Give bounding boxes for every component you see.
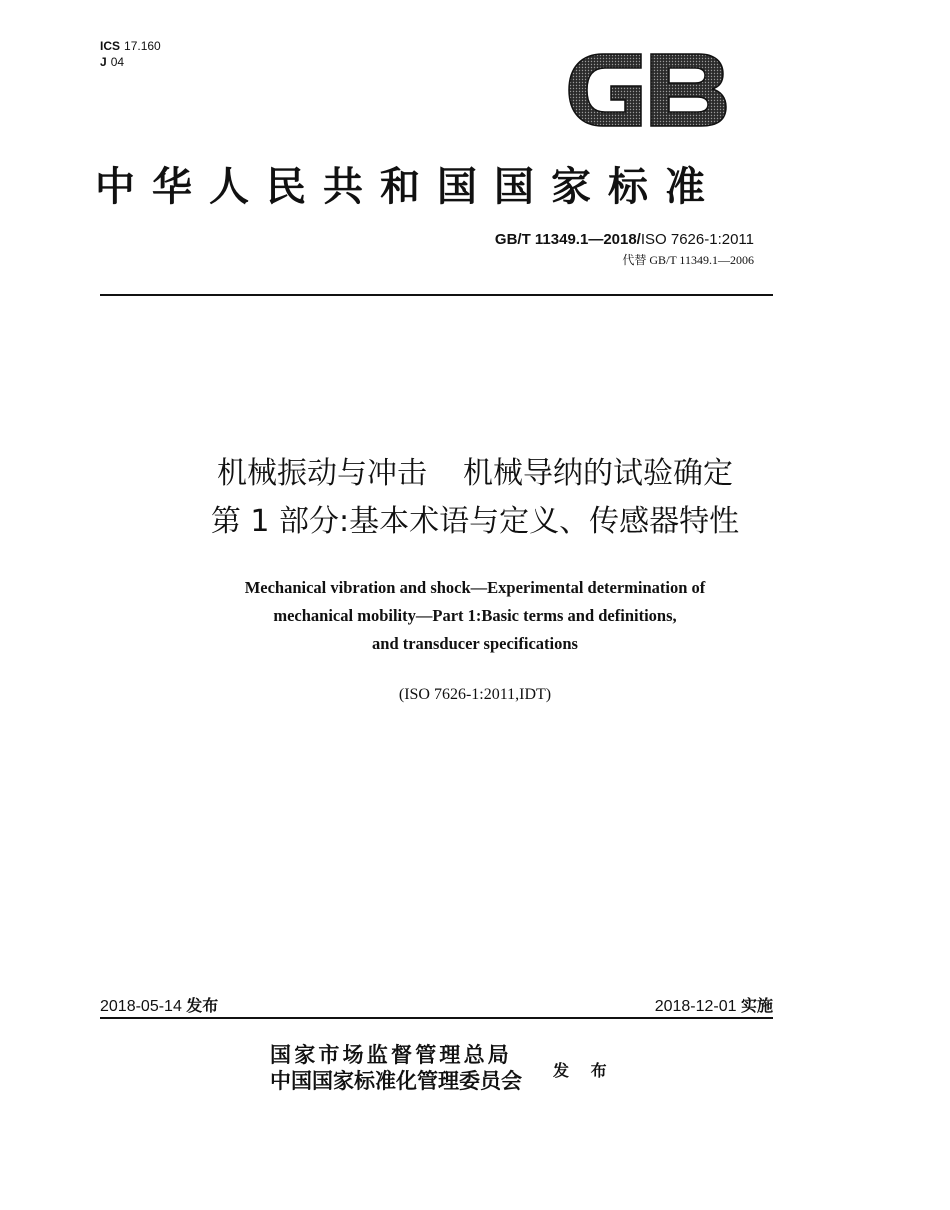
iso-number: ISO 7626-1:2011 (640, 231, 754, 248)
replaces-standard: 代替 GB/T 11349.1—2006 (622, 253, 754, 267)
english-document-title (80, 574, 870, 658)
ccs-value: 04 (110, 55, 125, 69)
iso-equivalence: (ISO 7626-1:2011,IDT) (398, 686, 552, 703)
issue-label: 发布 (186, 996, 219, 1015)
en-title-line3: and transducer specifications (372, 634, 578, 653)
issuer-samr: 国家市场监督管理总局 (270, 1043, 512, 1067)
gb-logo-b-shape (651, 54, 726, 126)
impl-label: 实施 (740, 996, 773, 1015)
ccs-code (100, 54, 161, 70)
cn-title-line1 (60, 450, 890, 498)
ics-value: 17.160 (124, 39, 161, 53)
standard-number (495, 231, 754, 248)
footer-divider (100, 1017, 773, 1019)
impl-date-value: 2018-12-01 (654, 998, 737, 1015)
cn-title-part1: 机械振动与冲击 (217, 456, 427, 491)
en-title-line1: Mechanical vibration and shock—Experimental determination of (244, 578, 706, 597)
cn-title-line2: 第 1 部分:基本术语与定义、传感器特性 (210, 504, 740, 539)
chinese-document-title (60, 450, 890, 546)
issuer-sac: 中国国家标准化管理委员会 (270, 1069, 522, 1093)
en-title-line2: mechanical mobility—Part 1:Basic terms and definitions, (273, 606, 677, 625)
implementation-date (655, 993, 773, 1016)
gb-logo (563, 48, 731, 132)
issue-date-value: 2018-05-14 (100, 998, 182, 1015)
issuing-authorities (270, 1042, 522, 1094)
ics-code (100, 38, 161, 54)
ccs-label: J (100, 55, 107, 69)
national-standard-title: 中华人民共和国国家标准 (95, 164, 722, 210)
ics-label: ICS (100, 39, 121, 53)
cn-title-part2: 机械导纳的试验确定 (463, 456, 733, 491)
header-divider (100, 294, 773, 296)
gb-logo-g-shape (569, 54, 641, 126)
publish-label: 发 布 (553, 1061, 615, 1080)
classification-codes (100, 38, 161, 70)
gb-number: GB/T 11349.1—2018/ (494, 231, 641, 248)
issue-date (100, 993, 218, 1016)
